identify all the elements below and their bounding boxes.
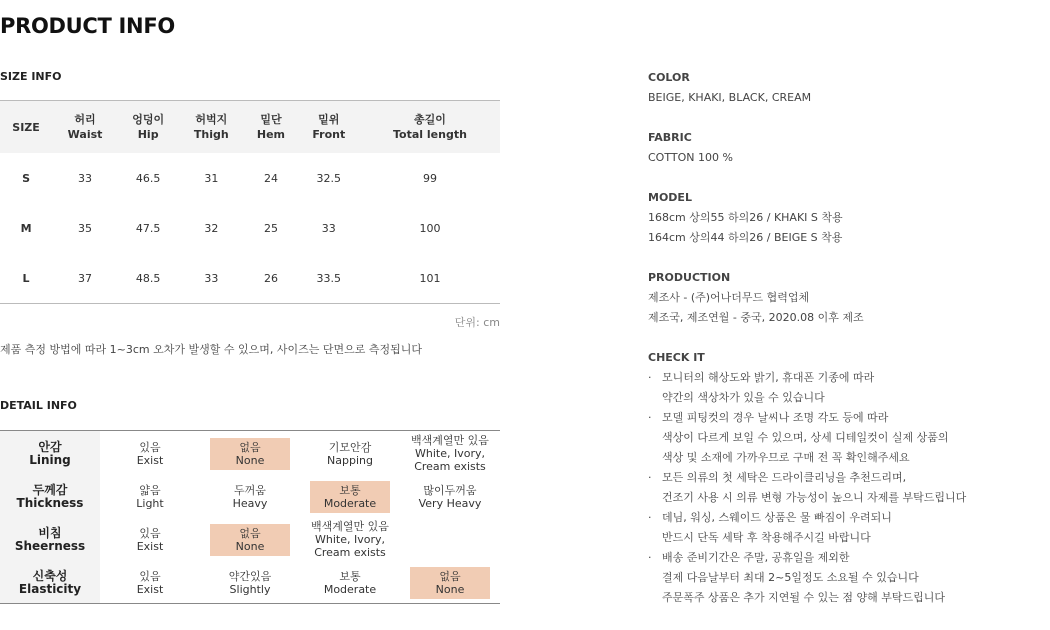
size-column-header	[52, 101, 118, 154]
detail-option-text: Heavy	[232, 496, 268, 510]
detail-option-text: Exist	[136, 582, 164, 596]
detail-option-text: 있음	[139, 440, 161, 454]
detail-option-cell	[300, 431, 400, 477]
detail-option	[210, 567, 290, 599]
measurement-note: 제품 측정 방법에 따라 1~3cm 오차가 발생할 수 있으며, 사이즈는 단면으로 측정됩니다	[0, 343, 422, 356]
column-label-en: Hem	[256, 128, 286, 141]
size-table-header	[0, 101, 500, 154]
size-column-header	[118, 101, 178, 154]
detail-label-en: Lining	[29, 452, 71, 467]
detail-option-cell	[100, 431, 200, 477]
size-row	[0, 203, 500, 253]
detail-option-cell	[100, 476, 200, 517]
check-item-line: 배송 준비기간은 주말, 공휴일을 제외한	[662, 551, 850, 564]
info-group-check-it	[648, 348, 1048, 608]
detail-label-ko: 안감	[38, 439, 62, 454]
size-value: 33.5	[316, 271, 342, 285]
size-column-header	[360, 101, 500, 154]
detail-option-cell	[200, 562, 300, 604]
detail-option-cell	[400, 431, 500, 477]
info-heading: COLOR	[648, 71, 690, 84]
detail-option	[410, 481, 490, 513]
size-value: 32.5	[316, 171, 342, 185]
size-table	[0, 100, 500, 304]
check-item	[648, 468, 1048, 508]
check-item-line: 색상 및 소재에 가까우므로 구매 전 꼭 확인해주세요	[662, 451, 910, 464]
detail-option-text: None	[235, 539, 265, 553]
check-item-line: 색상이 다르게 보일 수 있으며, 상세 디테일컷이 실제 상품의	[662, 431, 949, 444]
size-value: 33	[321, 221, 336, 235]
size-value: 100	[419, 221, 441, 235]
detail-option-text: Light	[136, 496, 164, 510]
check-item-line: 건조기 사용 시 의류 변형 가능성이 높으니 자제를 부탁드립니다	[662, 491, 967, 504]
detail-option	[110, 524, 190, 556]
detail-option-text: 백색계열만 있음	[411, 434, 489, 447]
column-label-ko: 허벅지	[195, 113, 228, 126]
size-info-heading: SIZE INFO	[0, 70, 62, 83]
info-heading: CHECK IT	[648, 351, 705, 364]
info-heading: MODEL	[648, 191, 692, 204]
detail-option-text: 두꺼움	[234, 483, 266, 497]
size-value: 101	[419, 271, 441, 285]
detail-option-text: None	[435, 582, 465, 596]
size-value: 47.5	[135, 221, 161, 235]
detail-option-text: None	[235, 453, 265, 467]
detail-row-heading	[0, 476, 100, 517]
bullet-icon: ·	[648, 471, 652, 484]
check-item-line: 주문폭주 상품은 추가 지연될 수 있는 점 양해 부탁드립니다	[662, 591, 945, 604]
check-item-line: 반드시 단독 세탁 후 착용해주시길 바랍니다	[662, 531, 871, 544]
detail-option-text: 있음	[139, 569, 161, 583]
column-label-en: Hip	[137, 128, 159, 141]
info-line: 제조국, 제조연월 - 중국, 2020.08 이후 제조	[648, 311, 864, 324]
info-line: 164cm 상의44 하의26 / BEIGE S 착용	[648, 231, 843, 244]
check-item	[648, 408, 1048, 468]
detail-option-cell	[400, 476, 500, 517]
detail-table	[0, 430, 500, 604]
detail-option-text: Cream exists	[314, 546, 386, 559]
size-column-header	[0, 101, 52, 154]
column-label-en: Waist	[67, 128, 103, 141]
detail-option-cell	[300, 517, 400, 562]
detail-option-text: 기모안감	[328, 440, 372, 454]
size-column-header	[178, 101, 244, 154]
detail-option-cell	[100, 517, 200, 562]
size-value: 46.5	[135, 171, 161, 185]
page-title: PRODUCT INFO	[0, 14, 175, 38]
detail-row	[0, 562, 500, 604]
size-label: S	[22, 171, 31, 185]
bullet-icon: ·	[648, 551, 652, 564]
check-item	[648, 368, 1048, 408]
detail-option-text: 보통	[339, 569, 361, 583]
size-value: 32	[204, 221, 219, 235]
size-value: 26	[263, 271, 278, 285]
detail-option-text: 없음	[239, 526, 261, 540]
detail-option-text: 약간있음	[228, 569, 272, 583]
detail-option	[310, 517, 390, 562]
size-label: L	[22, 271, 30, 285]
detail-option-selected	[310, 481, 390, 513]
detail-label-ko: 두께감	[32, 482, 68, 497]
info-group-production	[648, 268, 1048, 328]
detail-option	[410, 431, 490, 476]
info-line: COTTON 100 %	[648, 151, 733, 164]
size-value: 35	[78, 221, 93, 235]
detail-option-text: 없음	[439, 569, 461, 583]
column-label-en: Thigh	[193, 128, 229, 141]
detail-option-cell	[300, 476, 400, 517]
detail-row	[0, 517, 500, 562]
size-label: M	[20, 221, 32, 235]
detail-row-heading	[0, 517, 100, 562]
column-label-ko: 밑위	[318, 113, 340, 126]
size-row	[0, 253, 500, 304]
detail-option	[210, 481, 290, 513]
size-value: 99	[422, 171, 437, 185]
check-item-line: 결제 다음날부터 최대 2~5일정도 소요될 수 있습니다	[662, 571, 919, 584]
detail-option-text: Moderate	[323, 496, 377, 510]
check-item-line: 약간의 색상차가 있을 수 있습니다	[662, 391, 825, 404]
info-group-model	[648, 188, 1048, 248]
detail-option-cell	[400, 517, 500, 562]
detail-option-text: White, Ivory,	[315, 533, 385, 546]
size-column-header	[244, 101, 297, 154]
detail-option-cell	[100, 562, 200, 604]
detail-row-heading	[0, 562, 100, 604]
check-item-line: 모델 피팅컷의 경우 날씨나 조명 각도 등에 따라	[662, 411, 889, 424]
column-label-ko: 허리	[74, 113, 96, 126]
detail-label-en: Sheerness	[14, 538, 86, 553]
info-heading: PRODUCTION	[648, 271, 731, 284]
bullet-icon: ·	[648, 371, 652, 384]
detail-option-text: White, Ivory,	[415, 447, 485, 460]
detail-option-text: Slightly	[229, 582, 271, 596]
detail-option-text: Exist	[136, 539, 164, 553]
size-row	[0, 153, 500, 203]
detail-option-text: 보통	[339, 483, 361, 497]
column-label-en: Total length	[393, 128, 467, 141]
info-line: BEIGE, KHAKI, BLACK, CREAM	[648, 91, 812, 104]
info-group-color	[648, 68, 1048, 108]
size-value: 24	[263, 171, 278, 185]
detail-row	[0, 476, 500, 517]
detail-label-ko: 비침	[38, 525, 62, 540]
detail-option-text: Cream exists	[414, 460, 486, 473]
detail-option-cell	[200, 517, 300, 562]
size-value: 25	[263, 221, 278, 235]
column-label-ko: SIZE	[12, 120, 40, 134]
detail-option	[310, 438, 390, 470]
check-item-line: 모니터의 해상도와 밝기, 휴대폰 기종에 따라	[662, 371, 875, 384]
bullet-icon: ·	[648, 411, 652, 424]
bullet-icon: ·	[648, 511, 652, 524]
detail-option-text: 없음	[239, 440, 261, 454]
detail-option-cell	[200, 476, 300, 517]
detail-option	[110, 481, 190, 513]
detail-option	[110, 567, 190, 599]
detail-option-cell	[400, 562, 500, 604]
size-value: 33	[204, 271, 219, 285]
size-value: 48.5	[135, 271, 161, 285]
detail-option-text: Very Heavy	[418, 496, 482, 510]
detail-label-en: Thickness	[16, 495, 84, 510]
check-item	[648, 548, 1048, 608]
size-column-header	[298, 101, 360, 154]
detail-row-heading	[0, 431, 100, 477]
detail-option-text: 얇음	[139, 483, 161, 497]
check-item-line: 데님, 워싱, 스웨이드 상품은 물 빠짐이 우려되니	[662, 511, 892, 524]
column-label-ko: 엉덩이	[132, 113, 165, 126]
detail-option-selected	[210, 524, 290, 556]
column-label-ko: 밑단	[260, 113, 282, 126]
detail-option-text: 있음	[139, 526, 161, 540]
check-item-line: 모든 의류의 첫 세탁은 드라이클리닝을 추천드리며,	[662, 471, 907, 484]
unit-label: 단위: cm	[454, 316, 500, 329]
size-value: 33	[78, 171, 93, 185]
size-value: 37	[78, 271, 93, 285]
detail-option-selected	[410, 567, 490, 599]
info-line: 168cm 상의55 하의26 / KHAKI S 착용	[648, 211, 843, 224]
info-heading: FABRIC	[648, 131, 692, 144]
detail-option-text: Moderate	[323, 582, 377, 596]
detail-option	[310, 567, 390, 599]
product-info-panel	[648, 68, 1048, 608]
detail-label-en: Elasticity	[18, 581, 82, 596]
detail-option-text: 많이두꺼움	[423, 483, 477, 497]
detail-option-cell	[300, 562, 400, 604]
detail-info-heading: DETAIL INFO	[0, 399, 77, 412]
column-label-ko: 총길이	[414, 113, 446, 126]
detail-option-selected	[210, 438, 290, 470]
detail-row	[0, 431, 500, 477]
detail-option	[110, 438, 190, 470]
info-group-fabric	[648, 128, 1048, 168]
column-label-en: Front	[312, 128, 346, 141]
detail-option-text: Napping	[327, 453, 373, 467]
info-line: 제조사 - (주)어나더무드 협력업체	[648, 291, 810, 304]
detail-option-text: Exist	[136, 453, 164, 467]
detail-option-cell	[200, 431, 300, 477]
size-value: 31	[204, 171, 219, 185]
detail-label-ko: 신축성	[32, 568, 68, 583]
detail-option-text: 백색계열만 있음	[311, 520, 389, 533]
check-item	[648, 508, 1048, 548]
